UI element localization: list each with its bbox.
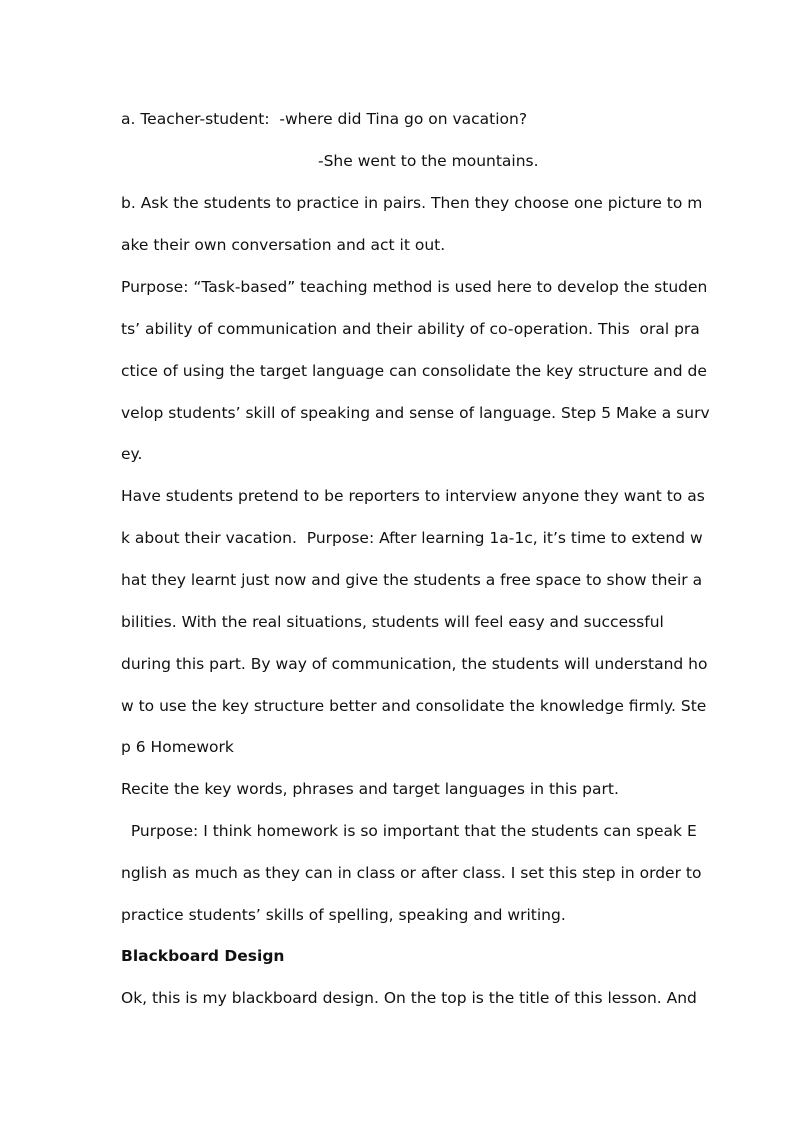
text-line: w to use the key structure better and consolidate the knowledge firmly. Ste [121, 697, 707, 715]
text-line: Purpose: I think homework is so important that the students can speak E [121, 822, 697, 840]
text-line: during this part. By way of communication, the students will understand ho [121, 655, 708, 673]
text-line: Recite the key words, phrases and target languages in this part. [121, 780, 619, 798]
text-line: b. Ask the students to practice in pairs. Then they choose one picture to m [121, 194, 703, 212]
text-line: hat they learnt just now and give the students a free space to show their a [121, 571, 703, 589]
text-line: Purpose: “Task-based” teaching method is used here to develop the studen [121, 278, 708, 296]
text-line: ctice of using the target language can consolidate the key structure and de [121, 362, 707, 380]
text-line: ake their own conversation and act it out. [121, 236, 446, 254]
text-line: velop students’ skill of speaking and sense of language. Step 5 Make a surv [121, 404, 710, 422]
text-line: Ok, this is my blackboard design. On the top is the title of this lesson. And [121, 989, 697, 1007]
text-line: nglish as much as they can in class or after class. I set this step in order to [121, 864, 702, 882]
text-line: p 6 Homework [121, 738, 234, 756]
text-line: bilities. With the real situations, students will feel easy and successful [121, 613, 664, 631]
text-line: ey. [121, 445, 143, 463]
text-line: a. Teacher-student: -where did Tina go on vacation? [121, 110, 528, 128]
text-line: ts’ ability of communication and their ability of co-operation. This oral pra [121, 320, 700, 338]
text-line: -She went to the mountains. [318, 152, 539, 170]
section-heading: Blackboard Design [121, 947, 285, 965]
text-line: practice students’ skills of spelling, speaking and writing. [121, 906, 566, 924]
text-line: Have students pretend to be reporters to interview anyone they want to as [121, 487, 705, 505]
text-line: k about their vacation. Purpose: After learning 1a-1c, it’s time to extend w [121, 529, 703, 547]
